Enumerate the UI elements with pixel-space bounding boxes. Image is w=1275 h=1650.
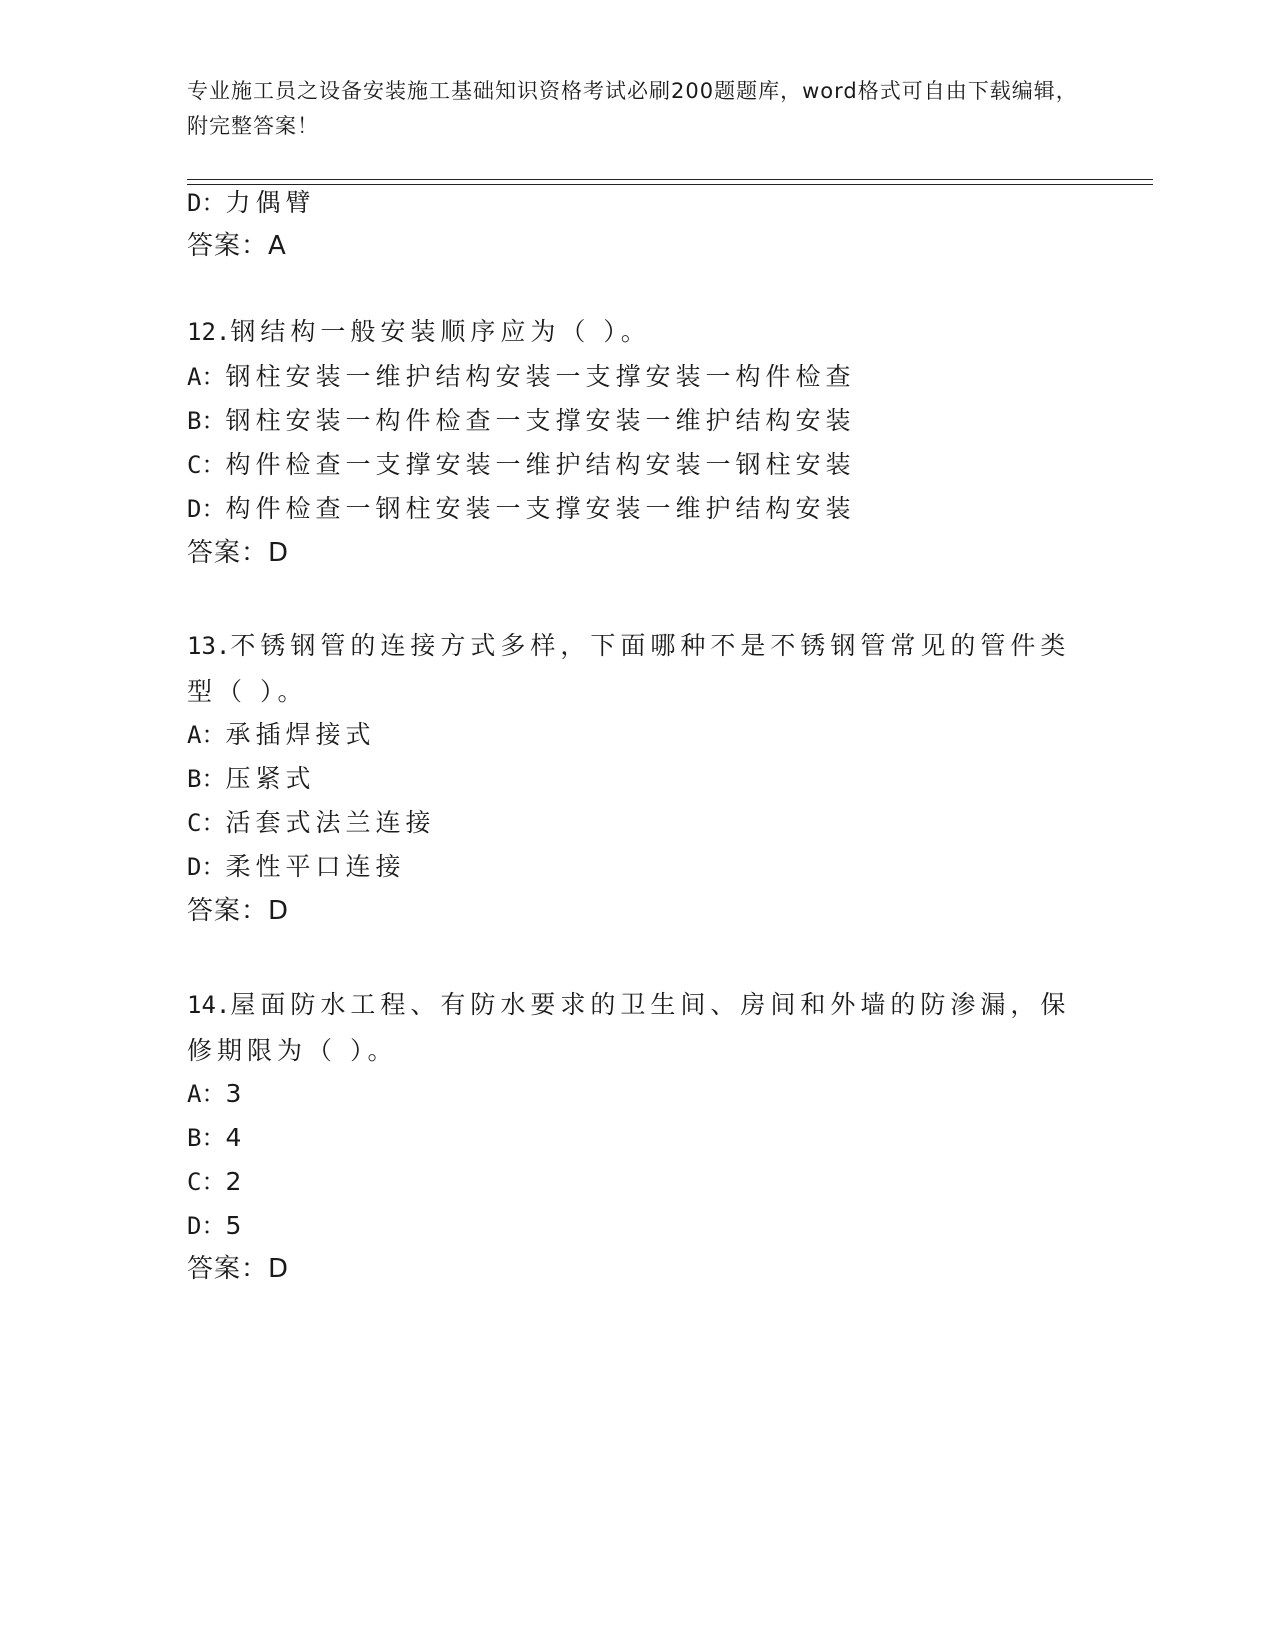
option-b — [187, 1122, 246, 1154]
option-text: 压紧式 — [225, 764, 316, 793]
option-tag: D： — [187, 1212, 226, 1240]
option-text: 4 — [225, 1123, 247, 1152]
option-text: 活套式法兰连接 — [225, 808, 436, 837]
option-text: 钢柱安装一维护结构安装一支撑安装一构件检查 — [225, 362, 856, 391]
option-text: 承插焊接式 — [225, 720, 376, 749]
option-text: 构件检查一支撑安装一维护结构安装一钢柱安装 — [225, 450, 856, 479]
option-tag: C： — [187, 451, 226, 479]
question-text: 不锈钢管的连接方式多样，下面哪种不是不锈钢管常见的管件类型（ ）。 — [187, 631, 1071, 706]
option-text: 5 — [225, 1211, 247, 1240]
option-text: 2 — [225, 1167, 247, 1196]
question-text: 屋面防水工程、有防水要求的卫生间、房间和外墙的防渗漏，保修期限为（ ）。 — [187, 990, 1071, 1065]
question-stem-12 — [187, 309, 1087, 355]
option-tag: D： — [187, 189, 226, 217]
option-tag: C： — [187, 809, 226, 837]
option-tag: D： — [187, 495, 226, 523]
option-d — [187, 493, 855, 525]
option-d — [187, 1210, 246, 1242]
question-number: 13. — [187, 632, 231, 660]
option-c — [187, 1166, 246, 1198]
option-text: 柔性平口连接 — [225, 852, 406, 881]
question-text: 钢结构一般安装顺序应为（ ）。 — [230, 317, 651, 346]
question-number: 12. — [187, 318, 231, 346]
option-tag: B： — [187, 407, 226, 435]
question-stem-14 — [187, 982, 1087, 1074]
option-tag: D： — [187, 853, 226, 881]
option-a — [187, 361, 855, 393]
answer: 答案：D — [187, 538, 290, 568]
option-c — [187, 449, 855, 481]
option-a — [187, 719, 375, 751]
option-tag: B： — [187, 765, 226, 793]
option-b — [187, 405, 855, 437]
option-d — [187, 851, 405, 883]
option-text: 构件检查一钢柱安装一支撑安装一维护结构安装 — [225, 494, 856, 523]
answer: 答案：D — [187, 1254, 290, 1284]
option-tag: B： — [187, 1124, 226, 1152]
option-tag: A： — [187, 1080, 226, 1108]
document-header: 专业施工员之设备安装施工基础知识资格考试必刷200题题库，word格式可自由下载编辑，附完整答案！ — [187, 79, 1078, 138]
answer: 答案：D — [187, 896, 290, 926]
question-number: 14. — [187, 991, 231, 1019]
option-tag: A： — [187, 721, 226, 749]
option-tag: C： — [187, 1168, 226, 1196]
option-text: 钢柱安装一构件检查一支撑安装一维护结构安装 — [225, 406, 856, 435]
option-text: 力偶臂 — [225, 188, 316, 217]
header-divider-top — [187, 179, 1153, 180]
option-a — [187, 1078, 246, 1110]
header-divider-bottom — [187, 184, 1153, 185]
option-text: 3 — [225, 1079, 247, 1108]
question-stem-13 — [187, 623, 1087, 715]
option-d — [187, 187, 315, 219]
option-b — [187, 763, 315, 795]
answer: 答案：A — [187, 231, 287, 261]
option-tag: A： — [187, 363, 226, 391]
option-c — [187, 807, 435, 839]
